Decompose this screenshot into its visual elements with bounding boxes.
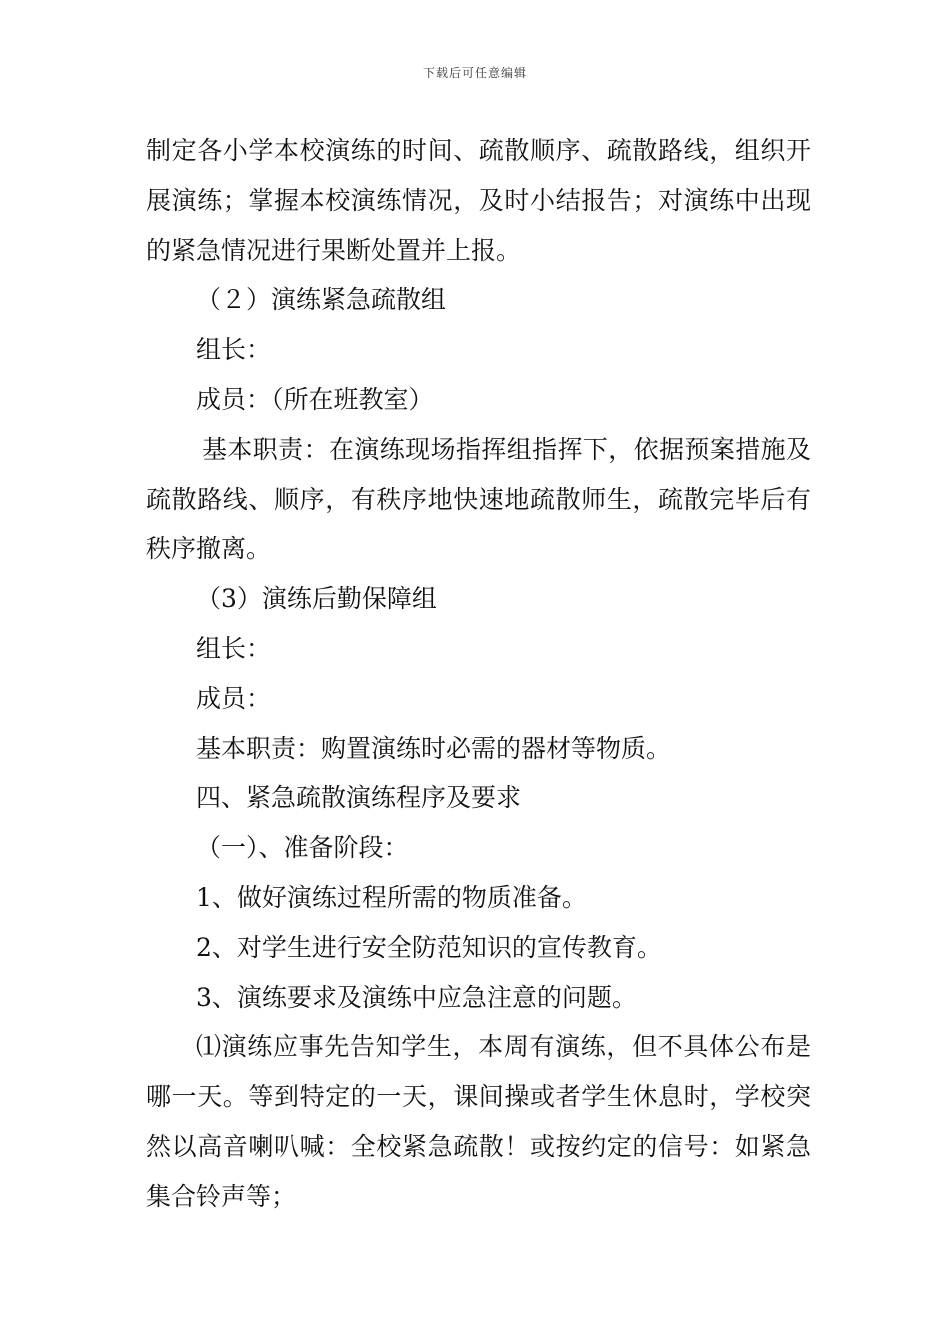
paragraph-drill-notice: ⑴演练应事先告知学生，本周有演练，但不具体公布是哪一天。等到特定的一天，课间操或者学生休息时，学校突然以高音喇叭喊：全校紧急疏散！或按约定的信号：如紧急集合铃声等；: [146, 1032, 811, 1211]
document-body: [146, 126, 811, 1222]
page-header: 下载后可任意编辑: [422, 66, 527, 80]
evacuation-group-members: 成员：（所在班教室）: [196, 384, 434, 414]
paragraph-command-duties: 制定各小学本校演练的时间、疏散顺序、疏散路线，组织开展演练；掌握本校演练情况，及时小结报告；对演练中出现的紧急情况进行果断处置并上报。: [146, 136, 811, 265]
heading-logistics-group: （3）演练后勤保障组: [196, 584, 437, 614]
evacuation-group-duties: 基本职责：在演练现场指挥组指挥下，依据预案措施及疏散路线、顺序，有秩序地快速地疏散师生，疏散完毕后有秩序撤离。: [146, 434, 811, 564]
heading-evacuation-group: （２）演练紧急疏散组: [196, 285, 447, 315]
logistics-group-members: 成员：: [196, 683, 272, 713]
heading-section-four: 四、紧急疏散演练程序及要求: [196, 783, 522, 813]
logistics-group-leader: 组长：: [196, 633, 272, 663]
heading-preparation-stage: （一）、准备阶段：: [196, 833, 409, 863]
list-item-1: 1、做好演练过程所需的物质准备。: [196, 882, 587, 912]
logistics-group-duties: 基本职责：购置演练时必需的器材等物质。: [196, 733, 672, 763]
evacuation-group-leader: 组长：: [196, 335, 272, 365]
list-item-3: 3、演练要求及演练中应急注意的问题。: [196, 982, 637, 1012]
list-item-2: 2、对学生进行安全防范知识的宣传教育。: [196, 932, 662, 962]
